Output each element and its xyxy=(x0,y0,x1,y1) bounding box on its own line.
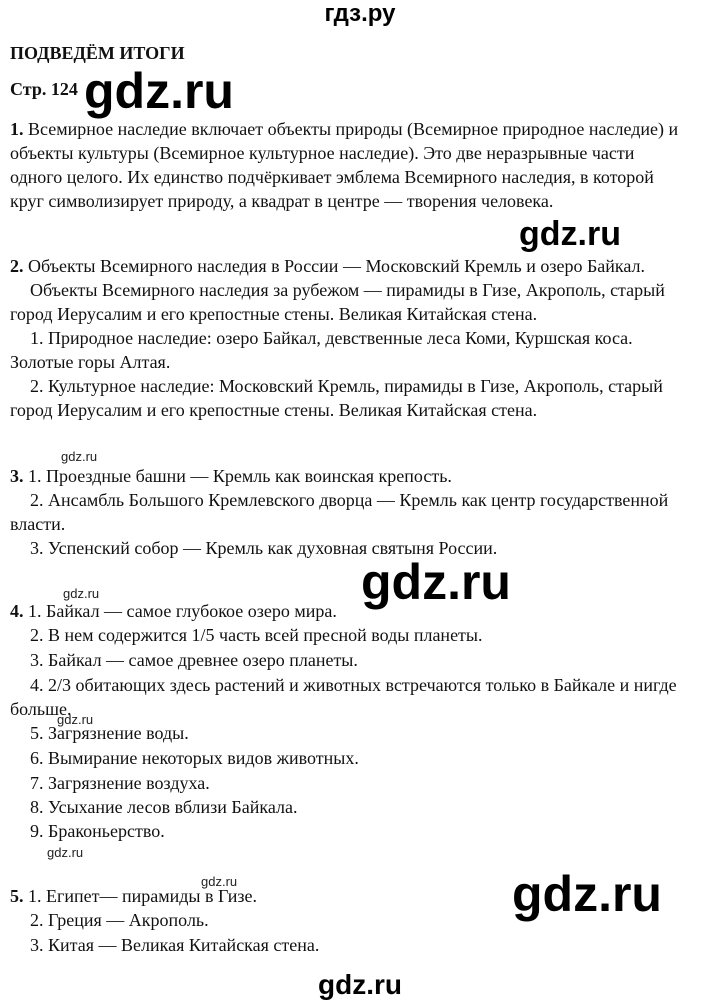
watermark-small-4: gdz.ru xyxy=(47,845,84,860)
answer-2-line-3: город Иерусалим и его крепостные стены. Великая Китайская стена. xyxy=(10,304,538,324)
answer-4-line-3: 3. Байкал — самое древнее озеро планеты. xyxy=(30,650,358,670)
answer-2-line-6: 2. Культурное наследие: Московский Кремль, пирамиды в Гизе, Акрополь, старый xyxy=(30,376,663,396)
answer-2-line-2: Объекты Всемирного наследия за рубежом — пирамиды в Гизе, Акрополь, старый xyxy=(30,280,665,300)
answer-4-line-7: 6. Вымирание некоторых видов животных. xyxy=(30,748,359,768)
answer-4-line-8: 7. Загрязнение воздуха. xyxy=(30,773,210,793)
answer-2-line-5: Золотые горы Алтая. xyxy=(10,352,171,372)
watermark-large-1: gdz.ru xyxy=(84,63,234,119)
watermark-large-3: gdz.ru xyxy=(361,554,511,610)
answer-3-line-2: 2. Ансамбль Большого Кремлевского дворца — Кремль как центр государственной xyxy=(30,490,669,510)
watermark-large-2: gdz.ru xyxy=(519,215,621,253)
page-reference: Стр. 124 xyxy=(10,79,78,99)
answer-5-line-3: 3. Китая — Великая Китайская стена. xyxy=(30,935,320,955)
answer-4-line-1: 4. 1. Байкал — самое глубокое озеро мира. xyxy=(10,601,337,621)
answer-1-line-4: круг символизирует природу, а квадрат в центре — творения человека. xyxy=(10,191,554,211)
site-watermark-top: гдз.ру xyxy=(324,0,396,27)
answer-2-number: 2. xyxy=(10,256,24,276)
answer-4-number: 4. xyxy=(10,601,24,621)
watermark-small-2: gdz.ru xyxy=(63,586,100,601)
answer-3-line-1: 3. 1. Проездные башни — Кремль как воинская крепость. xyxy=(10,466,452,486)
answer-1-line-3: одного целого. Их единство подчёркивает эмблема Всемирного наследия, в которой xyxy=(10,167,654,187)
answer-2-line-1: 2. Объекты Всемирного наследия в России — Московский Кремль и озеро Байкал. xyxy=(10,256,646,276)
answer-3-line-3: власти. xyxy=(10,514,66,534)
answer-3-number: 3. xyxy=(10,466,24,486)
section-heading: ПОДВЕДЁМ ИТОГИ xyxy=(10,43,185,63)
answer-1-line-2: объекты культуры (Всемирное культурное наследие). Это две неразрывные части xyxy=(10,143,635,163)
watermark-small-1: gdz.ru xyxy=(61,449,98,464)
answer-4-line-4: 4. 2/3 обитающих здесь растений и животных встречаются только в Байкале и нигде xyxy=(30,675,677,695)
answer-5-line-1: 5. 1. Египет— пирамиды в Гизе. xyxy=(10,886,257,906)
answer-1-number: 1. xyxy=(10,119,24,139)
watermark-bottom: gdz.ru xyxy=(318,969,402,1000)
answer-4-line-5: больше. xyxy=(10,699,72,719)
watermark-large-4: gdz.ru xyxy=(512,866,662,922)
answer-2-line-7: город Иерусалим и его крепостные стены. Великая Китайская стена. xyxy=(10,400,538,420)
answer-4-line-10: 9. Браконьерство. xyxy=(30,821,165,841)
answer-5-number: 5. xyxy=(10,886,24,906)
answer-4-line-6: 5. Загрязнение воды. xyxy=(30,723,189,743)
answer-4-line-9: 8. Усыхание лесов вблизи Байкала. xyxy=(30,797,298,817)
watermark-small-3: gdz.ru xyxy=(57,712,94,727)
answer-5-line-2: 2. Греция — Акрополь. xyxy=(30,910,209,930)
answer-4-line-2: 2. В нем содержится 1/5 часть всей пресной воды планеты. xyxy=(30,625,483,645)
watermark-small-5: gdz.ru xyxy=(201,874,238,889)
answer-3-line-4: 3. Успенский собор — Кремль как духовная святыня России. xyxy=(30,538,498,558)
answer-1-line-1: 1. Всемирное наследие включает объекты природы (Всемирное природное наследие) и xyxy=(10,119,679,139)
answer-2-line-4: 1. Природное наследие: озеро Байкал, девственные леса Коми, Куршская коса. xyxy=(30,328,633,348)
